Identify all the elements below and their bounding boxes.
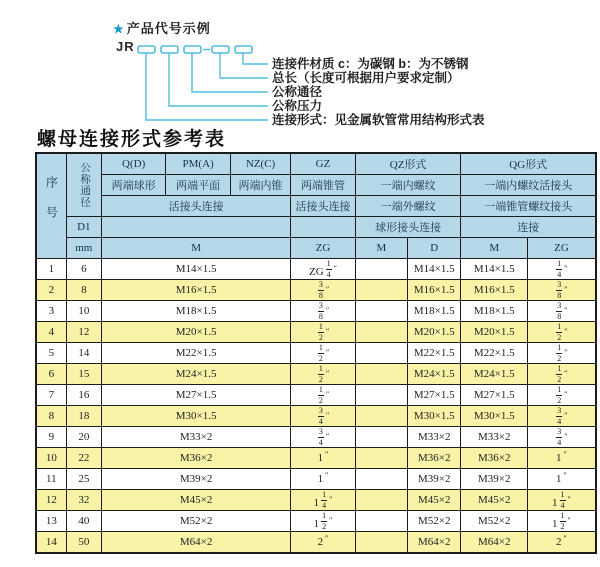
cell-seq: 8 (36, 406, 66, 427)
cell-dn: 12 (66, 322, 101, 343)
cell-qg-m: M52×2 (461, 511, 527, 532)
code-label-length: 总长（长度可根据用户要求定制） (272, 71, 460, 85)
cell-m: M18×1.5 (101, 301, 290, 322)
cell-seq: 9 (36, 427, 66, 448)
diagram-title-text: 产品代号示例 (126, 21, 211, 36)
cell-qz-m (355, 364, 407, 385)
cell-qz-m (355, 385, 407, 406)
header-gz-conn: 活接头连接 (291, 196, 355, 217)
table-row (36, 301, 596, 322)
cell-qz-d: M39×2 (408, 469, 461, 490)
fraction: $\frac{1}{2}$ (318, 321, 323, 342)
inch-mark: ″ (564, 284, 568, 294)
table-row (36, 532, 596, 554)
cell-qz-d: M30×1.5 (408, 406, 461, 427)
cell-dn: 20 (66, 427, 101, 448)
cell-seq: 3 (36, 301, 66, 322)
cell-m: M22×1.5 (101, 343, 290, 364)
fraction: $\frac{3}{4}$ (318, 405, 323, 426)
cell-seq: 2 (36, 280, 66, 301)
cell-gz: 2 ″ (291, 532, 355, 554)
cell-qz-d: M22×1.5 (408, 343, 461, 364)
header-qz-m-label: M (355, 238, 407, 259)
cell-seq: 4 (36, 322, 66, 343)
cell-qz-d: M64×2 (408, 532, 461, 554)
cell-seq: 14 (36, 532, 66, 554)
cell-gz (291, 343, 355, 364)
inch-mark: ″ (563, 450, 567, 459)
inch-mark: ″ (333, 263, 337, 273)
header-qz-d-label: D (408, 238, 461, 259)
fraction: $\frac{3}{8}$ (318, 279, 323, 300)
table-row (36, 448, 596, 469)
cell-gz: ZG $\frac{1}{4}$ ″ (291, 259, 355, 280)
cell-m: M33×2 (101, 427, 290, 448)
cell-qz-m (355, 427, 407, 448)
inch-mark: ″ (329, 494, 333, 504)
cell-qz-m (355, 280, 407, 301)
cell-dn: 32 (66, 490, 101, 511)
cell-seq: 10 (36, 448, 66, 469)
fraction: $\frac{1}{4}$ (557, 258, 562, 279)
cell-dn: 16 (66, 385, 101, 406)
cell-m: M36×2 (101, 448, 290, 469)
cell-qg-m: M24×1.5 (461, 364, 527, 385)
table-row (36, 490, 596, 511)
code-label-material: 连接件材质 c：为碳钢 b：为不锈钢 (272, 57, 469, 71)
fraction: $\frac{3}{4}$ (318, 426, 323, 447)
header-qz-desc2: 一端外螺纹 (355, 196, 461, 217)
inch-mark: ″ (563, 534, 567, 543)
header-col-qz: QZ形式 (355, 153, 461, 175)
fraction: $\frac{1}{2}$ (318, 384, 323, 405)
code-label-connection: 连接形式：见金属软管常用结构形式表 (272, 113, 485, 127)
code-label-pressure: 公称压力 (272, 99, 323, 113)
fraction: $\frac{3}{8}$ (557, 300, 562, 321)
cell-seq: 11 (36, 469, 66, 490)
table-row (36, 406, 596, 427)
nut-connection-table (35, 152, 597, 554)
cell-qg-m: M20×1.5 (461, 322, 527, 343)
cell-qg-zg: 1 $\frac{1}{4}$ ″ (527, 490, 596, 511)
leader-line-4 (169, 53, 268, 106)
diagram-title (113, 18, 211, 37)
code-prefix: JR (116, 39, 135, 54)
cell-m: M30×1.5 (101, 406, 290, 427)
cell-qg-m: M45×2 (461, 490, 527, 511)
header-gz-desc: 两端锥管 (291, 175, 355, 196)
cell-qg-zg: 2 ″ (527, 532, 596, 554)
table-row (36, 280, 596, 301)
cell-qg-zg: 1 $\frac{1}{2}$ ″ (527, 511, 596, 532)
cell-qz-d: M36×2 (408, 448, 461, 469)
header-mm: mm (66, 238, 101, 259)
inch-mark: ″ (325, 389, 330, 399)
table-row (36, 469, 596, 490)
cell-gz (291, 301, 355, 322)
cell-qg-m: M64×2 (461, 532, 527, 554)
header-qg-desc1: 一端内螺纹活接头 (461, 175, 596, 196)
inch-mark: ″ (564, 347, 568, 357)
inch-mark: ″ (325, 534, 329, 543)
cell-qg-zg (527, 301, 596, 322)
cell-qz-m (355, 490, 407, 511)
leader-line-5 (146, 53, 268, 120)
header-col-qg: QG形式 (461, 153, 596, 175)
cell-m: M24×1.5 (101, 364, 290, 385)
fraction: $\frac{1}{2}$ (318, 363, 323, 384)
code-box-3 (184, 46, 201, 53)
cell-gz: 1 ″ (291, 469, 355, 490)
cell-seq: 7 (36, 385, 66, 406)
cell-qz-d: M18×1.5 (408, 301, 461, 322)
cell-dn: 6 (66, 259, 101, 280)
cell-gz (291, 427, 355, 448)
cell-qz-d: M27×1.5 (408, 385, 461, 406)
code-box-2 (161, 46, 178, 53)
header-qg-zg-label: ZG (527, 238, 596, 259)
cell-m: M14×1.5 (101, 259, 290, 280)
fraction: $\frac{3}{8}$ (318, 300, 323, 321)
fraction: $\frac{1}{4}$ (322, 489, 327, 510)
table-row (36, 385, 596, 406)
header-qz-desc1: 一端内螺纹 (355, 175, 461, 196)
cell-m: M52×2 (101, 511, 290, 532)
header-empty-m (101, 217, 290, 238)
cell-qz-d: M45×2 (408, 490, 461, 511)
header-union-conn: 活接头连接 (101, 196, 290, 217)
leader-line-1 (243, 53, 268, 64)
header-col-nz: NZ(C) (230, 153, 290, 175)
fraction: $\frac{1}{2}$ (560, 510, 565, 531)
table-row (36, 511, 596, 532)
cell-qz-m (355, 259, 407, 280)
cell-gz (291, 322, 355, 343)
inch-mark: ″ (329, 515, 333, 525)
inch-mark: ″ (325, 305, 330, 315)
inch-mark: ″ (325, 326, 330, 336)
code-box-4 (212, 46, 229, 53)
header-seq: 序号 (36, 153, 66, 259)
fraction: $\frac{1}{4}$ (326, 258, 331, 279)
cell-qz-d: M16×1.5 (408, 280, 461, 301)
cell-qg-m: M30×1.5 (461, 406, 527, 427)
cell-dn: 8 (66, 280, 101, 301)
inch-mark: ″ (325, 410, 330, 420)
cell-dn: 10 (66, 301, 101, 322)
cell-qg-zg: 1 ″ (527, 469, 596, 490)
cell-qg-m: M14×1.5 (461, 259, 527, 280)
cell-seq: 6 (36, 364, 66, 385)
cell-gz: 1 $\frac{1}{4}$ ″ (291, 490, 355, 511)
inch-mark: ″ (567, 494, 571, 504)
inch-mark: ″ (325, 347, 330, 357)
inch-mark: ″ (564, 326, 568, 336)
table-row (36, 364, 596, 385)
inch-mark: ″ (567, 515, 571, 525)
cell-m: M20×1.5 (101, 322, 290, 343)
cell-qg-m: M27×1.5 (461, 385, 527, 406)
table-title: 螺母连接形式参考表 (37, 128, 227, 150)
cell-m: M39×2 (101, 469, 290, 490)
cell-qg-zg (527, 322, 596, 343)
header-col-gz: GZ (291, 153, 355, 175)
cell-dn: 50 (66, 532, 101, 554)
inch-mark: ″ (564, 431, 568, 441)
inch-mark: ″ (325, 471, 329, 480)
fraction: $\frac{3}{4}$ (557, 426, 562, 447)
cell-qz-m (355, 301, 407, 322)
cell-qz-m (355, 406, 407, 427)
header-qz-conn: 球形接头连接 (355, 217, 461, 238)
inch-mark: ″ (325, 284, 330, 294)
inch-mark: ″ (564, 368, 568, 378)
cell-dn: 25 (66, 469, 101, 490)
inch-mark: ″ (563, 471, 567, 480)
cell-qz-d: M33×2 (408, 427, 461, 448)
header-qg-conn: 连接 (461, 217, 596, 238)
cell-qz-d: M52×2 (408, 511, 461, 532)
table-row (36, 322, 596, 343)
cell-qz-m (355, 322, 407, 343)
header-d1: D1 (66, 217, 101, 238)
fraction: $\frac{3}{4}$ (557, 405, 562, 426)
cell-qg-m: M33×2 (461, 427, 527, 448)
inch-mark: ″ (325, 431, 330, 441)
table-row (36, 343, 596, 364)
header-qg-desc2: 一端锥管螺纹接头 (461, 196, 596, 217)
code-box-5 (235, 46, 252, 53)
cell-dn: 40 (66, 511, 101, 532)
cell-gz (291, 280, 355, 301)
fraction: $\frac{1}{2}$ (557, 363, 562, 384)
code-box-1 (138, 46, 155, 53)
code-label-diameter: 公称通径 (272, 85, 323, 99)
cell-qz-m (355, 532, 407, 554)
cell-gz (291, 385, 355, 406)
leader-line-3 (192, 53, 268, 92)
inch-mark: ″ (564, 263, 568, 273)
fraction: $\frac{1}{2}$ (557, 384, 562, 405)
cell-qg-zg (527, 427, 596, 448)
cell-seq: 12 (36, 490, 66, 511)
cell-gz (291, 406, 355, 427)
header-nz-desc: 两端内锥 (230, 175, 290, 196)
inch-mark: ″ (564, 389, 568, 399)
inch-mark: ″ (325, 450, 329, 459)
cell-qg-zg (527, 280, 596, 301)
cell-qz-m (355, 448, 407, 469)
cell-qz-m (355, 511, 407, 532)
header-col-q: Q(D) (101, 153, 165, 175)
leader-line-2 (220, 53, 268, 78)
cell-seq: 1 (36, 259, 66, 280)
cell-seq: 5 (36, 343, 66, 364)
cell-qz-d: M20×1.5 (408, 322, 461, 343)
header-col-pm: PM(A) (166, 153, 230, 175)
table-row (36, 427, 596, 448)
cell-qg-zg (527, 385, 596, 406)
cell-qg-m: M39×2 (461, 469, 527, 490)
cell-m: M27×1.5 (101, 385, 290, 406)
inch-mark: ″ (564, 305, 568, 315)
cell-m: M45×2 (101, 490, 290, 511)
fraction: $\frac{3}{8}$ (557, 279, 562, 300)
cell-qg-zg (527, 364, 596, 385)
cell-m: M16×1.5 (101, 280, 290, 301)
cell-qg-m: M22×1.5 (461, 343, 527, 364)
cell-dn: 22 (66, 448, 101, 469)
fraction: $\frac{1}{4}$ (560, 489, 565, 510)
header-zg-label: ZG (291, 238, 355, 259)
header-m-label: M (101, 238, 290, 259)
table-row (36, 259, 596, 280)
cell-seq: 13 (36, 511, 66, 532)
cell-gz: 1 ″ (291, 448, 355, 469)
inch-mark: ″ (325, 368, 330, 378)
cell-qg-m: M36×2 (461, 448, 527, 469)
cell-qz-m (355, 343, 407, 364)
cell-qz-d: M24×1.5 (408, 364, 461, 385)
table-header (36, 153, 596, 259)
cell-dn: 14 (66, 343, 101, 364)
cell-m: M64×2 (101, 532, 290, 554)
header-q-desc: 两端球形 (101, 175, 165, 196)
cell-dn: 18 (66, 406, 101, 427)
fraction: $\frac{1}{2}$ (322, 510, 327, 531)
fraction: $\frac{1}{2}$ (557, 342, 562, 363)
header-pm-desc: 两端平面 (166, 175, 230, 196)
header-qg-m-label: M (461, 238, 527, 259)
cell-qz-d: M14×1.5 (408, 259, 461, 280)
header-dn: 公称通径 (66, 153, 101, 217)
cell-qg-zg: 1 ″ (527, 448, 596, 469)
cell-qz-m (355, 469, 407, 490)
cell-gz (291, 364, 355, 385)
cell-qg-m: M16×1.5 (461, 280, 527, 301)
table-body (36, 259, 596, 554)
cell-qg-zg (527, 259, 596, 280)
fraction: $\frac{1}{2}$ (318, 342, 323, 363)
cell-qg-zg (527, 343, 596, 364)
star-icon: ★ (113, 22, 125, 36)
fraction: $\frac{1}{2}$ (557, 321, 562, 342)
cell-qg-zg (527, 406, 596, 427)
cell-gz: 1 $\frac{1}{2}$ ″ (291, 511, 355, 532)
inch-mark: ″ (564, 410, 568, 420)
cell-qg-m: M18×1.5 (461, 301, 527, 322)
header-empty-gz (291, 217, 355, 238)
cell-dn: 15 (66, 364, 101, 385)
